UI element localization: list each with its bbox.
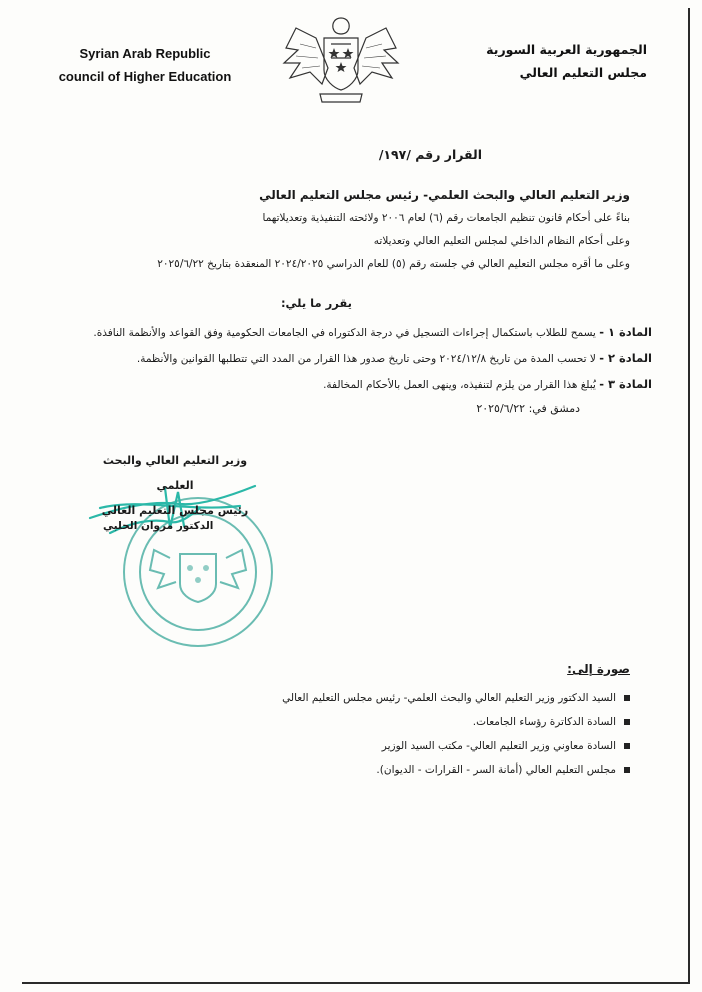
copies-section xyxy=(190,662,630,782)
copy-recipient xyxy=(190,686,630,710)
syrian-eagle-emblem-icon xyxy=(276,8,406,108)
preamble-line-2: وعلى أحكام النظام الداخلي لمجلس التعليم العالي وتعديلاته xyxy=(373,235,630,247)
page-border-bottom xyxy=(22,982,690,984)
copies-title: صورة إلى: xyxy=(567,662,630,676)
square-bullet-icon xyxy=(624,695,630,701)
preamble-lead: وزير التعليم العالي والبحث العلمي- رئيس مجلس التعليم العالي xyxy=(259,188,630,202)
copy-recipient-text: السادة معاوني وزير التعليم العالي- مكتب السيد الوزير xyxy=(381,740,616,752)
signature-block xyxy=(85,448,265,523)
copy-recipient-text: السيد الدكتور وزير التعليم العالي والبحث العلمي- رئيس مجلس التعليم العالي xyxy=(282,692,616,704)
english-country-name: Syrian Arab Republic xyxy=(79,46,211,61)
copy-recipient-text: مجلس التعليم العالي (أمانة السر - القرارات - الديوان). xyxy=(376,764,616,776)
page-border-right xyxy=(688,8,690,984)
preamble-line-3: وعلى ما أقره مجلس التعليم العالي في جلسته رقم (٥) للعام الدراسي ٢٠٢٤/٢٠٢٥ المنعقدة بتاريخ ٢٠٢٥/٦/٢٢ xyxy=(157,258,630,270)
copy-recipient xyxy=(190,734,630,758)
decision-number: القرار رقم /١٩٧/ xyxy=(378,147,482,162)
articles-list xyxy=(52,320,652,398)
square-bullet-icon xyxy=(624,767,630,773)
article-3-text: يُبلغ هذا القرار من يلزم لتنفيذه، وينهى العمل بالأحكام المخالفة. xyxy=(323,379,596,391)
square-bullet-icon xyxy=(624,719,630,725)
article-1 xyxy=(52,320,652,346)
article-1-text: يسمح للطلاب باستكمال إجراءات التسجيل في درجة الدكتوراه في الجامعات الحكومية وفق القواعد والأنظمة النافذة. xyxy=(93,327,596,339)
copy-recipient xyxy=(190,710,630,734)
signer-title-2: رئيس مجلس التعليم العالي xyxy=(101,504,249,517)
preamble xyxy=(70,184,630,276)
preamble-line-1: بناءً على أحكام قانون تنظيم الجامعات رقم (٦) لعام ٢٠٠٦ ولائحته التنفيذية وتعديلاتهما xyxy=(262,212,630,224)
article-2-label: المادة ٢ - xyxy=(599,351,652,365)
article-3 xyxy=(52,372,652,398)
arabic-country-name: الجمهورية العربية السورية xyxy=(486,42,647,57)
square-bullet-icon xyxy=(624,743,630,749)
signer-title-1: وزير التعليم العالي والبحث العلمي xyxy=(102,454,248,492)
arabic-header xyxy=(447,38,647,84)
copy-recipient xyxy=(190,758,630,782)
article-1-label: المادة ١ - xyxy=(599,325,652,339)
copy-recipient-text: السادة الدكاترة رؤساء الجامعات. xyxy=(472,716,616,728)
article-2 xyxy=(52,346,652,372)
signer-name: الدكتور مروان الحلبي xyxy=(103,520,214,532)
issue-date: دمشق في: ٢٠٢٥/٦/٢٢ xyxy=(476,402,580,415)
arabic-council-name: مجلس التعليم العالي xyxy=(519,65,647,80)
english-council-name: council of Higher Education xyxy=(58,69,232,84)
english-header xyxy=(50,42,240,88)
article-2-text: لا تحسب المدة من تاريخ ٢٠٢٤/١٢/٨ وحتى تاريخ صدور هذا القرار من المدد التي تتطلبها القوانين والأنظمة. xyxy=(136,353,596,365)
decides-heading: يقرر ما يلي: xyxy=(280,296,352,310)
article-3-label: المادة ٣ - xyxy=(599,377,652,391)
